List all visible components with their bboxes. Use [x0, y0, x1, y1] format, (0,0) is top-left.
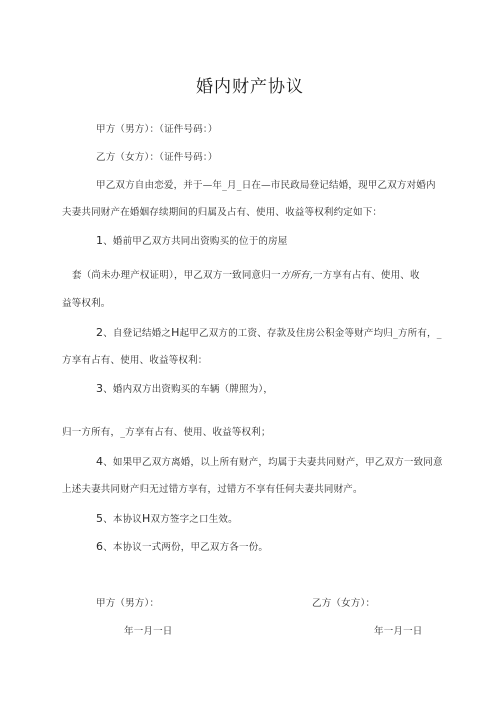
- clause-6-number: 6: [96, 540, 104, 553]
- clause-2-line-2: 方享有占有、使用、收益等权利：: [62, 355, 208, 366]
- date-party-a: 年一月一日: [124, 626, 173, 637]
- clause-3-line-1: [96, 383, 273, 396]
- intro-line-2: 夫妻共同财产在婚姻存续期间的归属及占有、使用、收益等权利约定如下：: [62, 207, 383, 218]
- clause-6-line-1: [96, 541, 268, 554]
- clause-1-line-1: [96, 235, 288, 248]
- signature-party-a: 甲方（男方）：: [96, 598, 160, 609]
- clause-2-line-1: [96, 327, 442, 340]
- clause-5-line-1: [96, 513, 238, 526]
- clause-1-line-2: [72, 270, 420, 282]
- clause-2-text-b: H: [171, 326, 180, 339]
- clause-1-line-3: 益等权利。: [62, 298, 111, 309]
- clause-1-number: 1: [96, 234, 104, 247]
- clause-2-number: 2: [96, 326, 104, 339]
- clause-1-text-a: 套（尚未办理产权证明），甲乙双方一致同意归一: [72, 270, 281, 281]
- intro-line-1: 甲乙双方自由恋爱，并于—年_月_日在—市民政局登记结婚，现甲乙双方对婚内: [96, 180, 436, 191]
- clause-3-text: 、婚内双方出资购买的车辆（牌照为），: [103, 384, 274, 395]
- party-a-line: 甲方（男方）：（证件号码：）: [96, 124, 218, 135]
- clause-5-text-a: 、本协议: [103, 514, 143, 525]
- clause-4-number: 4: [96, 455, 104, 468]
- document-title: 婚内财产协议: [196, 77, 304, 97]
- clause-3-number: 3: [96, 382, 104, 395]
- clause-2-text-a: 、自登记结婚之: [103, 328, 172, 339]
- clause-4-text: 、如果甲乙双方离婚，以上所有财产，均属于夫妻共同财产，甲乙双方一致同意: [103, 457, 443, 468]
- date-party-b: 年一月一日: [374, 626, 423, 637]
- clause-1-text: 、婚前甲乙双方共同出资购买的位于的房屋: [103, 236, 288, 247]
- party-b-line: 乙方（女方）：（证件号码：）: [96, 152, 218, 163]
- clause-5-text-c: 双方签字之口生效。: [150, 514, 238, 525]
- clause-3-line-2: 归一方所有，_方享有占有、使用、收益等权利；: [62, 427, 271, 438]
- clause-1-text-c: 一方享有占有、使用、收: [312, 270, 420, 281]
- clause-6-text: 、本协议一式两份，甲乙双方各一份。: [103, 542, 269, 553]
- clause-4-line-1: [96, 456, 443, 469]
- clause-5-number: 5: [96, 512, 104, 525]
- clause-1-text-b: 方所有,: [280, 270, 313, 281]
- signature-party-b: 乙方（女方）：: [312, 598, 376, 609]
- clause-4-line-2: 上述夫妻共同财产归无过错方享有，过错方不享有任何夫妻共同财产。: [62, 484, 363, 495]
- clause-5-text-b: H: [142, 512, 151, 525]
- clause-2-text-c: 起甲乙双方的工资、存款及住房公积金等财产均归_方所有，_: [179, 328, 442, 339]
